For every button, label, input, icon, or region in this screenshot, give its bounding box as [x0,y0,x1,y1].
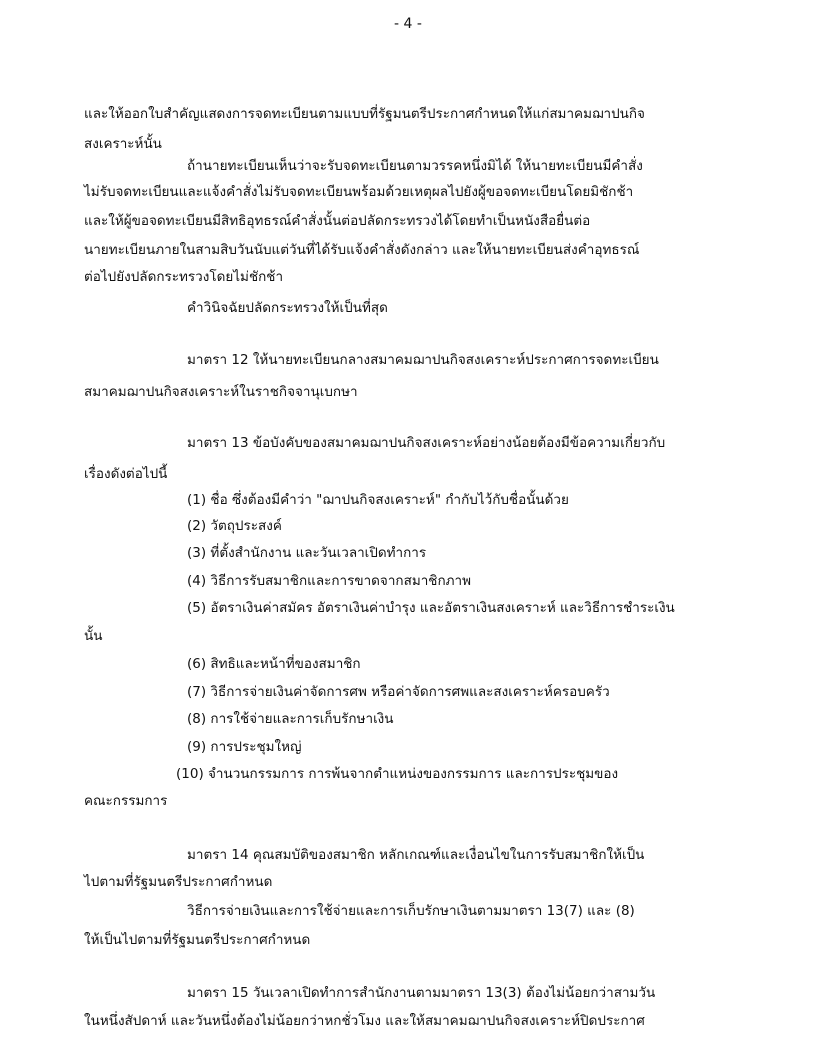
list-item: (3) ที่ตั้งสำนักงาน และวันเวลาเปิดทำการ [187,545,427,561]
section-heading-13: มาตรา 13 ข้อบังคับของสมาคมฌาปนกิจสงเคราะห์อย่างน้อยต้องมีข้อความเกี่ยวกับ [187,435,666,451]
list-item: (7) วิธีการจ่ายเงินค่าจัดการศพ หรือค่าจัดการศพและสงเคราะห์ครอบครัว [187,684,610,700]
text-line: คณะกรรมการ [84,793,168,809]
list-item: (6) สิทธิและหน้าที่ของสมาชิก [187,656,361,672]
text-line: และให้ผู้ขอจดทะเบียนมีสิทธิอุทธรณ์คำสั่งนั้นต่อปลัดกระทรวงได้โดยทำเป็นหนังสือยื่นต่อ [84,213,591,229]
list-item: (5) อัตราเงินค่าสมัคร อัตราเงินค่าบำรุง และอัตราเงินสงเคราะห์ และวิธีการชำระเงิน [187,600,675,616]
page-number: - 4 - [394,16,422,32]
list-item: (10) จำนวนกรรมการ การพ้นจากตำแหน่งของกรรมการ และการประชุมของ [176,766,619,782]
text-line: นั้น [84,628,103,644]
text-line: ถ้านายทะเบียนเห็นว่าจะรับจดทะเบียนตามวรรคหนึ่งมิได้ ให้นายทะเบียนมีคำสั่ง [187,158,643,174]
text-line: นายทะเบียนภายในสามสิบวันนับแต่วันที่ได้รับแจ้งคำสั่งดังกล่าว และให้นายทะเบียนส่งคำอุทธรณ์ [84,242,640,258]
text-line: สงเคราะห์นั้น [84,136,162,152]
list-item: (2) วัตถุประสงค์ [187,518,282,534]
section-heading-15: มาตรา 15 วันเวลาเปิดทำการสำนักงานตามมาตรา 13(3) ต้องไม่น้อยกว่าสามวัน [187,985,656,1001]
text-line: ให้เป็นไปตามที่รัฐมนตรีประกาศกำหนด [84,932,311,948]
section-heading-14: มาตรา 14 คุณสมบัติของสมาชิก หลักเกณฑ์และเงื่อนไขในการรับสมาชิกให้เป็น [187,847,645,863]
text-line: ในหนึ่งสัปดาห์ และวันหนึ่งต้องไม่น้อยกว่าหกชั่วโมง และให้สมาคมฌาปนกิจสงเคราะห์ปิดประกาศ [84,1013,645,1029]
list-item: (1) ชื่อ ซึ่งต้องมีคำว่า "ฌาปนกิจสงเคราะห์" กำกับไว้กับชื่อนั้นด้วย [187,492,569,508]
text-line: คำวินิจฉัยปลัดกระทรวงให้เป็นที่สุด [187,300,388,316]
section-heading-12: มาตรา 12 ให้นายทะเบียนกลางสมาคมฌาปนกิจสงเคราะห์ประกาศการจดทะเบียน [187,352,659,368]
text-line: เรื่องดังต่อไปนี้ [84,466,168,482]
text-line: และให้ออกใบสำคัญแสดงการจดทะเบียนตามแบบที่รัฐมนตรีประกาศกำหนดให้แก่สมาคมฌาปนกิจ [84,106,645,122]
list-item: (8) การใช้จ่ายและการเก็บรักษาเงิน [187,711,394,727]
text-line: ไปตามที่รัฐมนตรีประกาศกำหนด [84,874,273,890]
list-item: (9) การประชุมใหญ่ [187,739,302,755]
text-line: ไม่รับจดทะเบียนและแจ้งคำสั่งไม่รับจดทะเบียนพร้อมด้วยเหตุผลไปยังผู้ขอจดทะเบียนโดยมิชักช้า [84,184,634,200]
list-item: (4) วิธีการรับสมาชิกและการขาดจากสมาชิกภาพ [187,573,472,589]
text-line: ต่อไปยังปลัดกระทรวงโดยไม่ชักช้า [84,269,284,285]
text-line: วิธีการจ่ายเงินและการใช้จ่ายและการเก็บรักษาเงินตามมาตรา 13(7) และ (8) [187,903,635,919]
text-line: สมาคมฌาปนกิจสงเคราะห์ในราชกิจจานุเบกษา [84,384,358,400]
